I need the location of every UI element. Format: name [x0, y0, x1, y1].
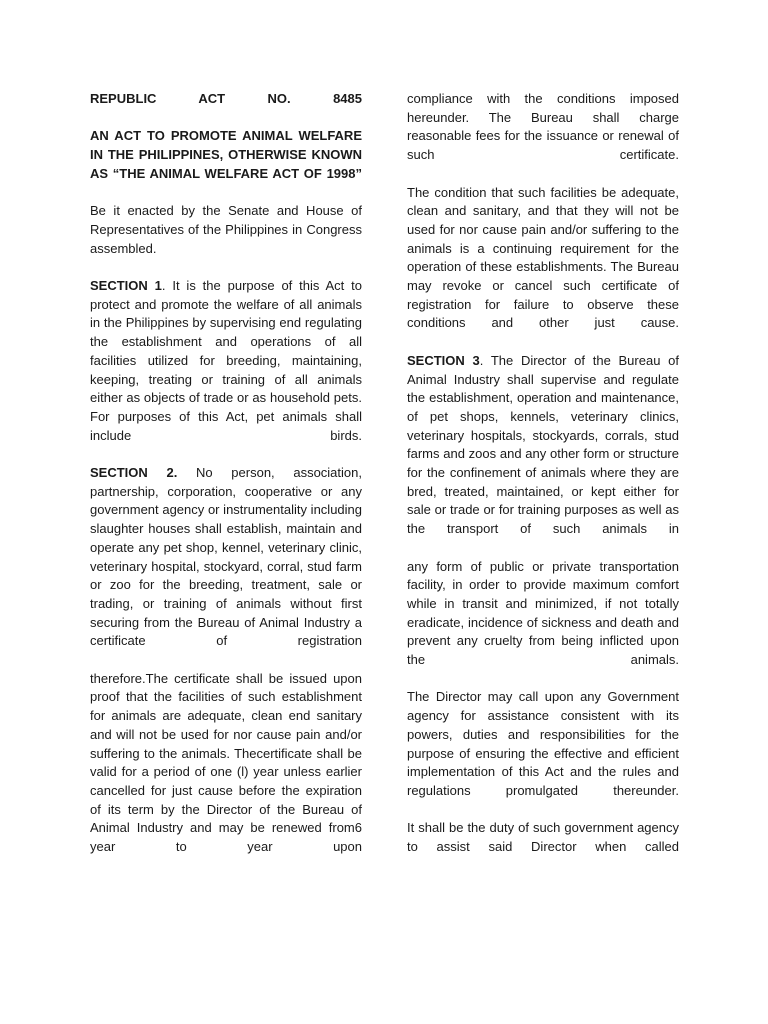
left-column	[90, 90, 362, 875]
section-3-label: SECTION 3	[407, 352, 480, 368]
section-2-continued-paragraph: therefore.The certificate shall be issued upon proof that the facilities of such establishment for animals are adequate, clean end sanitary and will not be used for nor cause pain and/or suffering to the animals. Thecertificate shall be valid for a period of one (l) year unless earlier cancelled for just cause before the expiration of its term by the Director of the Bureau of Animal Industry and may be renewed from6 year to year upon	[90, 670, 362, 855]
section-1-text: . It is the purpose of this Act to protect and promote the welfare of all animals in the Philippines by supervising end regulating the establishment and operations of all facilities utilized for breeding, maintaining, keeping, treating or training of all animals either as objects of trade or as household pets. For purposes of this Act, pet animals shall include birds.	[90, 277, 362, 443]
section-2-text: No person, association, partnership, corporation, cooperative or any government agency or instrumentality including slaughter houses shall establish, maintain and operate any pet shop, kennel, veterinary clinic, veterinary hospital, stockyard, corral, stud farm or zoo for the breeding, treatment, sale or trading, or training of animals without first securing from the Bureau of Animal Industry a certificate of registration	[90, 465, 362, 649]
right-column	[407, 90, 679, 875]
right-paragraph-5: The Director may call upon any Government agency for assistance consistent with its powers, duties and responsibilities for the purpose of ensuring the effective and efficient implementation of this Act and the rules and regulations promulgated thereunder.	[407, 689, 679, 798]
enacting-clause: Be it enacted by the Senate and House of Representatives of the Philippines in Congress assembled.	[90, 203, 362, 256]
right-paragraph-6: It shall be the duty of such government agency to assist said Director when called	[407, 820, 679, 855]
section-3-paragraph	[407, 352, 679, 539]
section-1-paragraph	[90, 277, 362, 445]
section-2-label: SECTION 2.	[90, 465, 178, 480]
act-number-heading: REPUBLIC ACT NO. 8485	[90, 91, 362, 106]
right-paragraph-1: compliance with the conditions imposed hereunder. The Bureau shall charge reasonable fees for the issuance or renewal of such certificate.	[407, 91, 679, 163]
right-paragraph-2: The condition that such facilities be adequate, clean and sanitary, and that they will not be used for nor cause pain and/or suffering to the animals is a continuing requirement for the operation of these establishments. The Bureau may revoke or cancel such certificate of registration for failure to observe these conditions and other just cause.	[407, 184, 679, 331]
right-paragraph-4: any form of public or private transportation facility, in order to provide maximum comfort while in transit and minimized, if not totally eradicate, incidence of sickness and death and prevent any cruelty from being inflicted upon the animals.	[407, 558, 679, 668]
section-2-paragraph	[90, 464, 362, 651]
act-title-heading: AN ACT TO PROMOTE ANIMAL WELFARE IN THE PHILIPPINES, OTHERWISE KNOWN AS “THE ANIMAL WELFARE ACT OF 1998”	[90, 128, 362, 181]
section-1-label: SECTION 1	[90, 277, 162, 293]
section-3-text: . The Director of the Bureau of Animal Industry shall supervise and regulate the establishment, operation and maintenance, of pet shops, kennels, veterinary clinics, veterinary hospitals, stockyards, corrals, stud farms and zoos and any other form or structure for the confinement of animals where they are bred, treated, maintained, or kept either for sale or trade or for training purposes as well as the transport of such animals in	[407, 352, 679, 537]
